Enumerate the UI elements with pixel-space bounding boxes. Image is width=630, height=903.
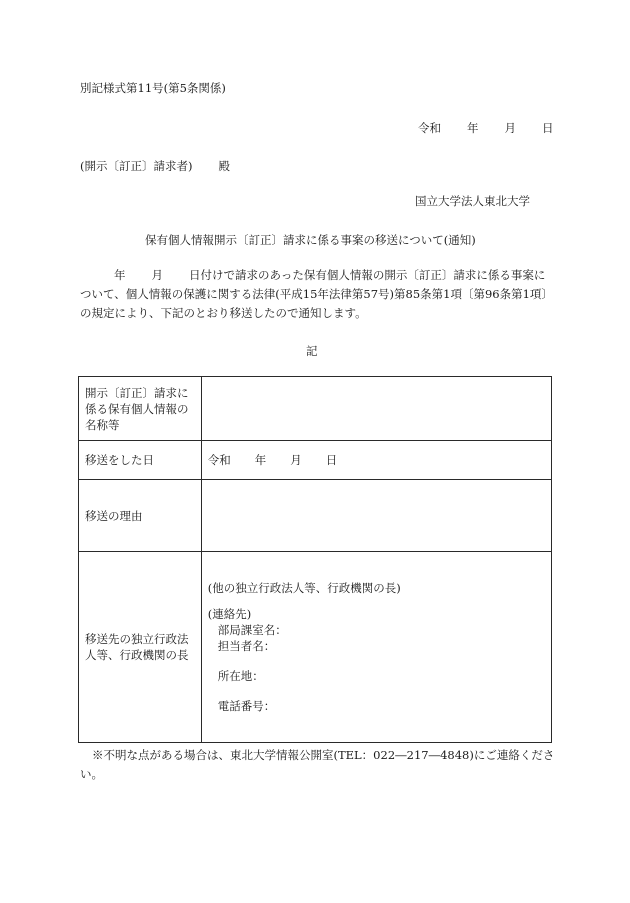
transfer-reason-label: 移送の理由 <box>79 480 202 552</box>
sender-name: 国立大学法人東北大学 <box>415 194 530 208</box>
personal-info-label-line-1: 開示〔訂正〕請求に <box>85 385 189 400</box>
destination-phone-field: 電話番号： <box>217 699 276 713</box>
ki-heading: 記 <box>306 344 318 358</box>
destination-label-cell <box>79 552 202 743</box>
destination-address-field: 所在地： <box>217 669 264 683</box>
personal-info-value-cell <box>201 377 551 441</box>
destination-dept-field: 部局課室名： <box>217 623 287 637</box>
transfer-date-month-unit: 月 <box>290 453 302 467</box>
transfer-date-label: 移送をした日 <box>79 441 202 480</box>
transfer-date-year-unit: 年 <box>254 453 267 467</box>
personal-info-label-line-2: 係る保有個人情報の <box>85 401 189 416</box>
addressee-role: (開示〔訂正〕請求者) <box>80 159 193 173</box>
addressee-honorific: 殿 <box>218 159 230 173</box>
body-line-1-text: 日付けで請求のあった保有個人情報の開示〔訂正〕請求に係る事案に <box>189 268 546 282</box>
destination-label-line-2: 人等、行政機関の長 <box>85 648 189 662</box>
personal-info-label-line-3: 名称等 <box>85 417 120 432</box>
table-row <box>79 377 552 441</box>
date-year-unit: 年 <box>467 121 479 135</box>
date-month-unit: 月 <box>504 121 516 135</box>
table-row <box>79 552 552 743</box>
destination-label-line-1: 移送先の独立行政法 <box>85 632 189 646</box>
personal-info-label-cell <box>79 377 202 441</box>
transfer-date-value <box>201 441 551 480</box>
table-row <box>79 441 552 480</box>
document-title: 保有個人情報開示〔訂正〕請求に係る事案の移送について(通知) <box>145 233 476 247</box>
body-month-unit: 月 <box>151 268 163 282</box>
date-day-unit: 日 <box>542 121 554 135</box>
destination-contact-label: (連絡先) <box>207 607 252 621</box>
body-line-3: の規定により、下記のとおり移送したので通知します。 <box>80 306 367 320</box>
destination-person-field: 担当者名： <box>217 639 276 653</box>
date-era: 令和 <box>418 121 441 135</box>
body-line-2: ついて、個人情報の保護に関する法律(平成15年法律第57号)第85条第1項〔第96条第1項〕 <box>80 287 553 301</box>
notice-date <box>418 120 554 136</box>
body-paragraph <box>80 266 552 323</box>
footnote <box>80 746 555 784</box>
destination-head-text: (他の独立行政法人等、行政機関の長) <box>207 581 401 595</box>
destination-value-cell <box>201 552 551 743</box>
transfer-details-table <box>78 376 552 743</box>
transfer-date-day-unit: 日 <box>325 453 338 467</box>
footnote-line-2: い。 <box>80 767 103 781</box>
form-number: 別記様式第11号(第5条関係) <box>80 81 226 95</box>
body-line-1 <box>80 266 552 285</box>
transfer-date-era: 令和 <box>207 453 231 467</box>
transfer-reason-value <box>201 480 551 552</box>
table-row <box>79 480 552 552</box>
body-year-unit: 年 <box>114 268 126 282</box>
addressee <box>80 158 230 174</box>
footnote-line-1: ※不明な点がある場合は、東北大学情報公開室(TEL：022―217―4848)にご連絡くださ <box>92 748 555 762</box>
